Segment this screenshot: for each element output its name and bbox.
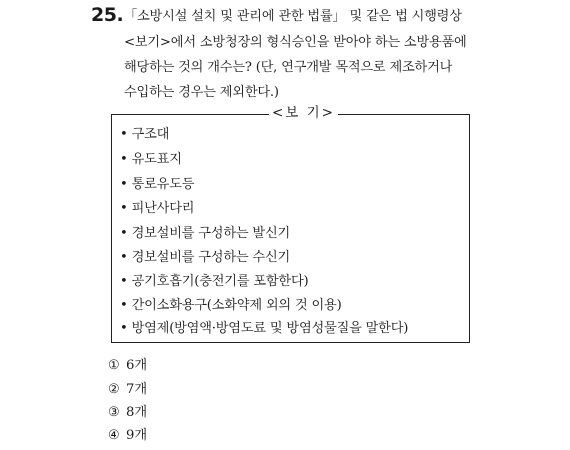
choice-marker: ③: [108, 405, 120, 420]
example-item: • 방염제(방염액·방염도료 및 방염성물질을 말한다): [120, 321, 409, 336]
choice-text: 8개: [126, 405, 148, 420]
example-item: • 통로유도등: [120, 177, 195, 192]
question-stem-line-3: 해당하는 것의 개수는? (단, 연구개발 목적으로 제조하거나: [124, 60, 453, 75]
example-item: • 구조대: [120, 127, 170, 142]
example-item: • 경보설비를 구성하는 발신기: [120, 226, 291, 241]
example-item: • 공기호흡기(충전기를 포함한다): [120, 274, 309, 289]
example-item: • 피난사다리: [120, 201, 195, 216]
choice-marker: ②: [108, 382, 120, 397]
choice-text: 7개: [126, 382, 148, 397]
answer-choice-3[interactable]: [108, 404, 147, 422]
question-stem-line-1: 「소방시설 설치 및 관리에 관한 법률」 및 같은 법 시행령상: [124, 9, 462, 24]
example-item: • 유도표지: [120, 152, 182, 167]
choice-marker: ①: [108, 358, 120, 373]
example-box-title: <보 기>: [269, 104, 338, 122]
example-item: • 경보설비를 구성하는 수신기: [120, 250, 291, 265]
answer-choice-1[interactable]: [108, 357, 147, 375]
example-item: • 간이소화용구(소화약제 외의 것 이용): [120, 298, 342, 313]
question-number: 25.: [91, 4, 124, 26]
question-stem-line-4: 수입하는 경우는 제외한다.): [124, 85, 279, 100]
choice-text: 9개: [126, 428, 148, 443]
choice-marker: ④: [108, 428, 120, 443]
choice-text: 6개: [126, 358, 148, 373]
question-stem-line-2: <보기>에서 소방청장의 형식승인을 받아야 하는 소방용품에: [124, 35, 467, 50]
answer-choice-4[interactable]: [108, 427, 147, 445]
answer-choice-2[interactable]: [108, 381, 147, 399]
